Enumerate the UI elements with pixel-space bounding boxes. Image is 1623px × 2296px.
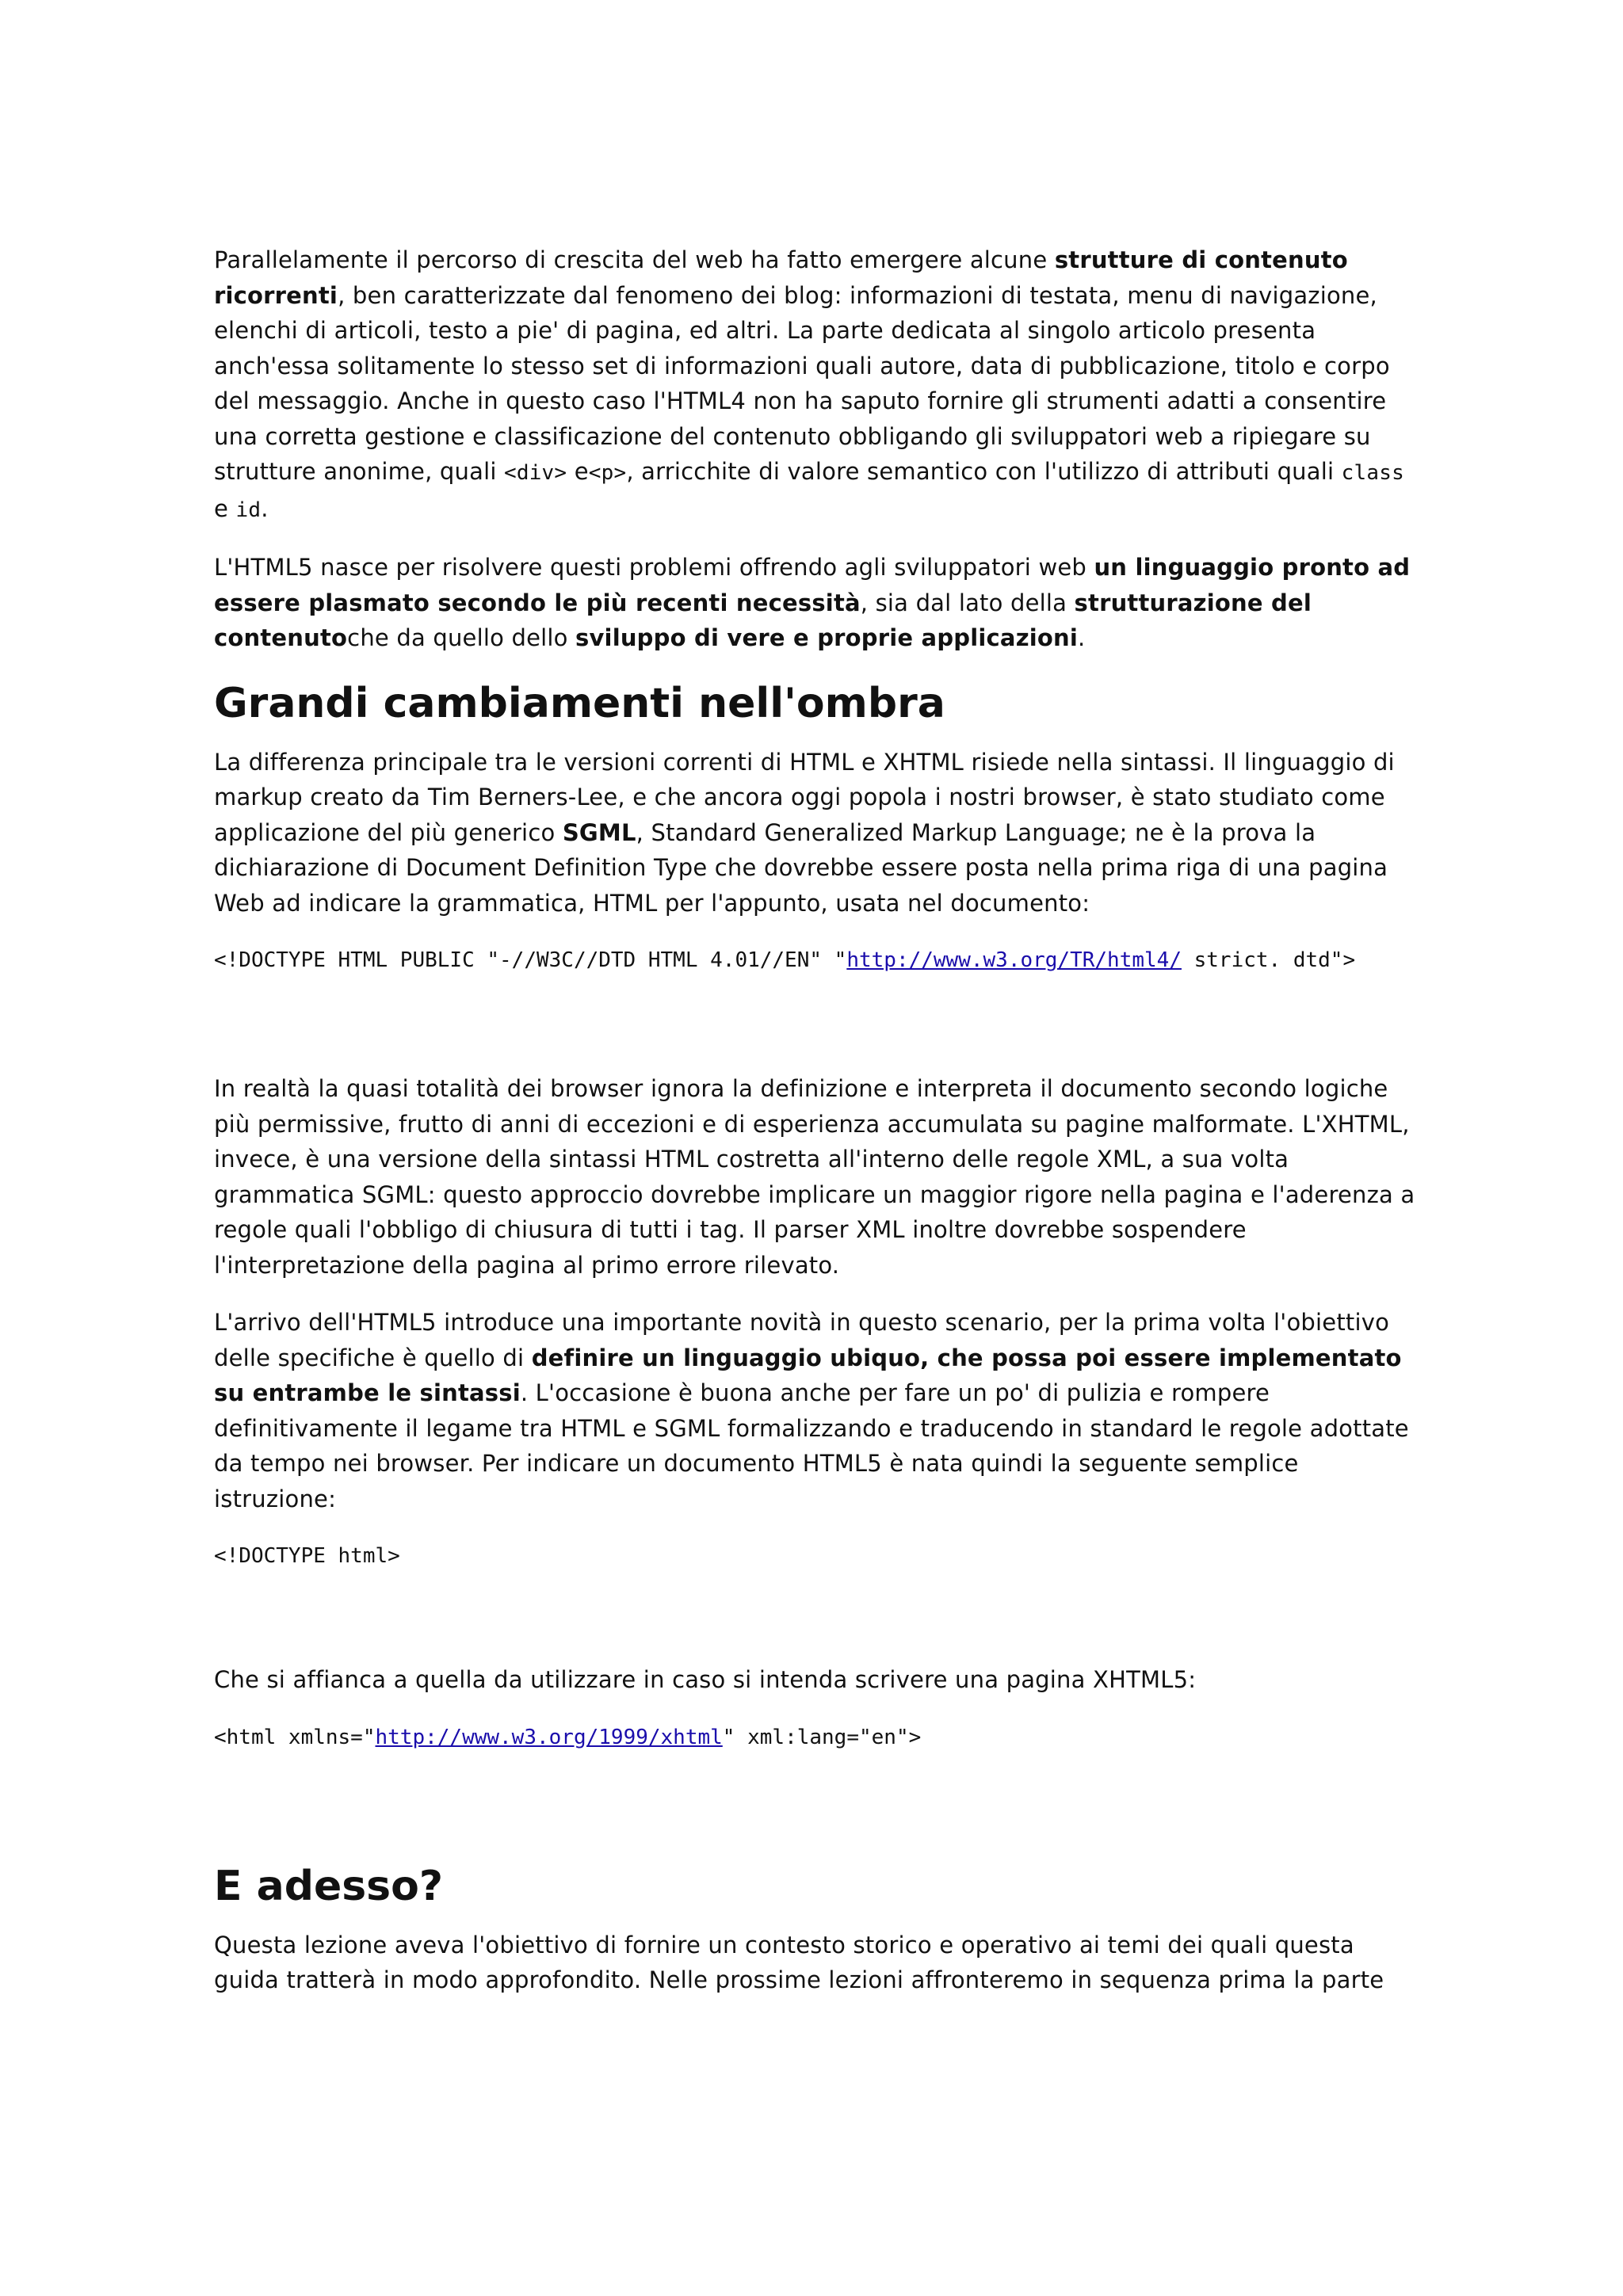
paragraph-structures — [214, 242, 1419, 528]
code-doctype-html4 — [214, 943, 1419, 978]
w3-html4-link[interactable]: http://www.w3.org/TR/html4/ — [846, 948, 1182, 972]
paragraph-html5-intro — [214, 550, 1419, 656]
bold-text: strutturazione del contenuto — [214, 589, 1312, 651]
text: . — [261, 494, 269, 522]
code-text: strict. dtd"> — [1181, 948, 1356, 972]
paragraph-conclusion: Questa lezione aveva l'obiettivo di fornire un contesto storico e operativo ai temi dei quali questa guida tratterà in modo approfondito. Nelle prossime lezioni affronteremo in sequenza prima la parte — [214, 1931, 1384, 1993]
inline-code-class: class — [1341, 461, 1404, 485]
bold-text: un linguaggio pronto ad essere plasmato secondo le più recenti necessità — [214, 554, 1411, 616]
bold-text: sviluppo di vere e proprie applicazioni — [575, 624, 1079, 651]
text: , arricchite di valore semantico con l'utilizzo di attributi quali — [626, 458, 1342, 485]
paragraph-html5-arrival — [214, 1305, 1419, 1516]
code-doctype-html5: <!DOCTYPE html> — [214, 1544, 400, 1568]
text: La differenza principale tra le versioni correnti di HTML e XHTML risiede nella sintassi. Il linguaggio di markup creato da Tim Berners-Lee, e che ancora oggi popola i nostri browser, è stato studiato come applicazione del più generico — [214, 748, 1395, 846]
bold-text: definire un linguaggio ubiquo, che possa poi essere implementato su entrambe le sintassi — [214, 1344, 1402, 1406]
text: , ben caratterizzate dal fenomeno dei blog: informazioni di testata, menu di navigazione, elenchi di articoli, testo a pie' di pagina, ed altri. La parte dedicata al singolo articolo presenta anch'essa solitamente lo stesso set di informazioni quali autore, data di pubblicazione, titolo e corpo del messaggio. Anche in questo caso l'HTML4 non ha saputo fornire gli strumenti adatti a consentire una corretta gestione e classificazione del contenuto obbligando gli sviluppatori web a ripiegare su strutture anonime, quali — [214, 281, 1390, 485]
document-page — [214, 242, 1419, 2020]
inline-code-p: <p> — [588, 461, 627, 485]
code-text: " xml:lang="en"> — [722, 1725, 922, 1749]
inline-code-div: <div> — [504, 461, 567, 485]
text: Parallelamente il percorso di crescita del web ha fatto emergere alcune — [214, 246, 1055, 273]
code-text: <html xmlns=" — [214, 1725, 376, 1749]
bold-text: SGML — [562, 818, 636, 846]
text: che da quello dello — [347, 624, 575, 651]
paragraph-xhtml5: Che si affianca a quella da utilizzare in caso si intenda scrivere una pagina XHTML5: — [214, 1666, 1197, 1693]
w3-xhtml-link[interactable]: http://www.w3.org/1999/xhtml — [375, 1725, 723, 1749]
text: L'HTML5 nasce per risolvere questi problemi offrendo agli sviluppatori web — [214, 554, 1094, 581]
text: . L'occasione è buona anche per fare un po' di pulizia e rompere definitivamente il legame tra HTML e SGML formalizzando e traducendo in standard le regole adottate da tempo nei browser. Per indicare un documento HTML5 è nata quindi la seguente semplice istruzione: — [214, 1379, 1409, 1512]
text: , sia dal lato della — [860, 589, 1075, 616]
text: L'arrivo dell'HTML5 introduce una importante novità in questo scenario, per la prima volta l'obiettivo delle specifiche è quello di — [214, 1309, 1390, 1371]
paragraph-syntax-difference — [214, 745, 1419, 921]
section-heading-changes: Grandi cambiamenti nell'ombra — [214, 679, 945, 727]
text: , Standard Generalized Markup Language; ne è la prova la dichiarazione di Document Definition Type che dovrebbe essere posta nella prima riga di una pagina Web ad indicare la grammatica, HTML per l'appunto, usata nel documento: — [214, 818, 1388, 917]
section-heading-next: E adesso? — [214, 1862, 443, 1910]
text: . — [1078, 624, 1086, 651]
text: e — [567, 458, 589, 485]
code-xhtml-namespace — [214, 1720, 1419, 1755]
code-text: <!DOCTYPE HTML PUBLIC "-//W3C//DTD HTML 4.01//EN" " — [214, 948, 847, 972]
bold-text: strutture di contenuto ricorrenti — [214, 246, 1348, 309]
inline-code-id: id — [235, 498, 262, 522]
paragraph-browser-reality: In realtà la quasi totalità dei browser ignora la definizione e interpreta il documento secondo logiche più permissive, frutto di anni di eccezioni e di esperienza accumulata su pagine malformate. L'XHTML, invece, è una versione della sintassi HTML costretta all'interno delle regole XML, a sua volta grammatica SGML: questo approccio dovrebbe implicare un maggior rigore nella pagina e l'aderenza a regole quali l'obbligo di chiusura di tutti i tag. Il parser XML inoltre dovrebbe sospendere l'interpretazione della pagina al primo errore rilevato. — [214, 1075, 1415, 1279]
text: e — [214, 494, 236, 522]
